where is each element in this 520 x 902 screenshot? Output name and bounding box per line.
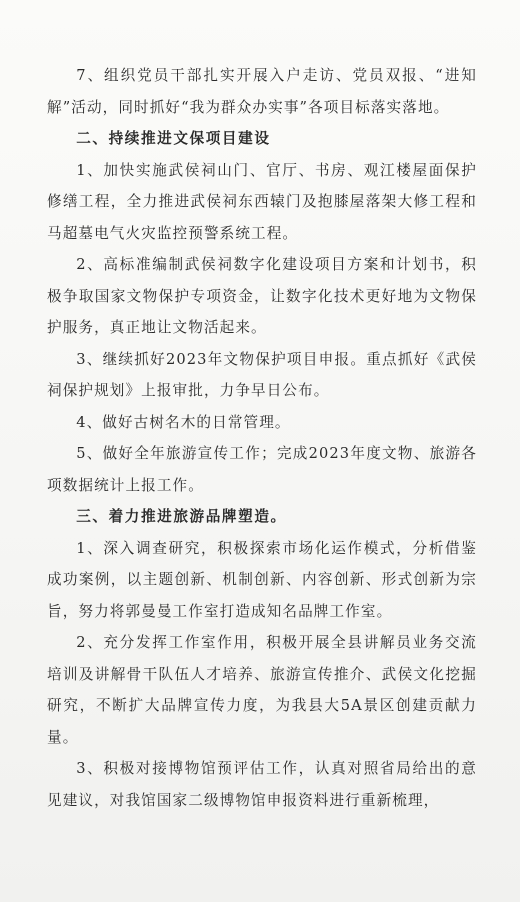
section-heading-3: 三、着力推进旅游品牌塑造。: [76, 508, 287, 525]
paragraph-item-3-1: 1、深入调查研究，积极探索市场化运作模式，分析借鉴成功案例，以主题创新、机制创新、内容创新、形式创新为宗旨，努力将郭曼曼工作室打造成知名品牌工作室。: [47, 539, 477, 620]
paragraph-item-2-5: 5、做好全年旅游宣传工作；完成2023年度文物、旅游各项数据统计上报工作。: [47, 445, 477, 494]
paragraph-item-2-4: 4、做好古树名木的日常管理。: [76, 413, 291, 431]
paragraph-item-2-1: 1、加快实施武侯祠山门、官厅、书房、观江楼屋面保护修缮工程，全力推进武侯祠东西辕门及抱膝屋落架大修工程和马超墓电气火灾监控预警系统工程。: [47, 161, 477, 242]
section-heading-2: 二、持续推进文保项目建设: [76, 130, 271, 147]
document-body: [47, 60, 477, 816]
paragraph-item-2-3: 3、继续抓好2023年文物保护项目申报。重点抓好《武侯祠保护规划》上报审批，力争早日公布。: [47, 350, 477, 399]
paragraph-item-3-2: 2、充分发挥工作室作用，积极开展全县讲解员业务交流培训及讲解骨干队伍人才培养、旅游宣传推介、武侯文化挖掘研究，不断扩大品牌宣传力度，为我县大5A景区创建贡献力量。: [47, 634, 477, 746]
paragraph-item-7: 7、组织党员干部扎实开展入户走访、党员双报、“进知解”活动，同时抓好“我为群众办实事”各项目标落实落地。: [47, 67, 477, 116]
paragraph-item-3-3: 3、积极对接博物馆预评估工作，认真对照省局给出的意见建议，对我馆国家二级博物馆申报资料进行重新梳理，: [47, 760, 477, 809]
paragraph-item-2-2: 2、高标准编制武侯祠数字化建设项目方案和计划书，积极争取国家文物保护专项资金，让数字化技术更好地为文物保护服务，真正地让文物活起来。: [47, 256, 477, 336]
